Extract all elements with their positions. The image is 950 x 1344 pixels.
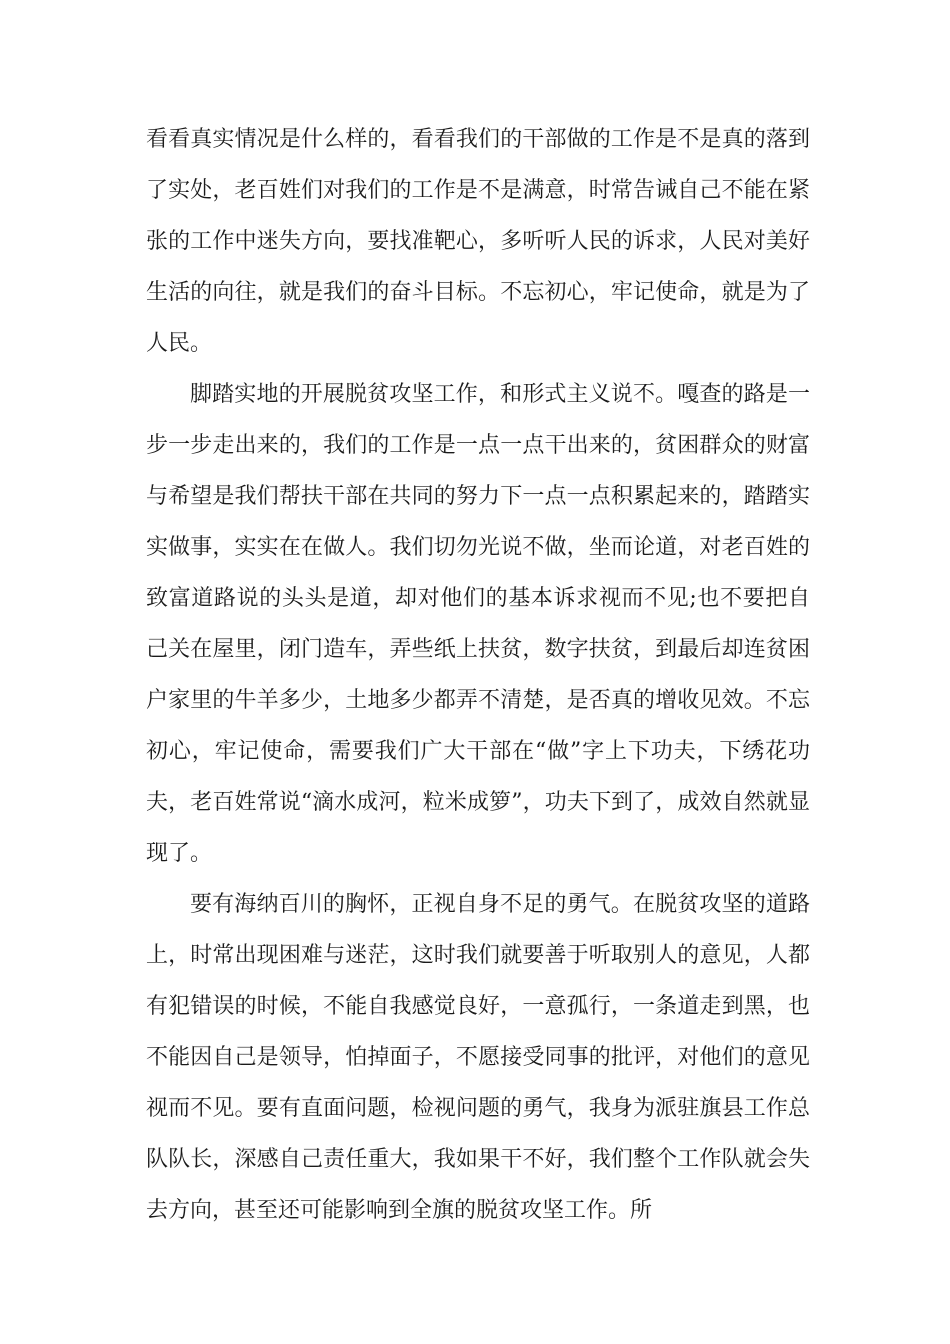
- document-body: [146, 114, 810, 1236]
- paragraph-open-mind: 要有海纳百川的胸怀，正视自身不足的勇气。在脱贫攻坚的道路上，时常出现困难与迷茫，这时我们就要善于听取别人的意见，人都有犯错误的时候，不能自我感觉良好，一意孤行，一条道走到黑，也不能因自己是领导，怕掉面子，不愿接受同事的批评，对他们的意见视而不见。要有直面问题，检视问题的勇气，我身为派驻旗县工作总队队长，深感自己责任重大，我如果干不好，我们整个工作队就会失去方向，甚至还可能影响到全旗的脱贫攻坚工作。所: [146, 892, 810, 1223]
- paragraph-down-to-earth: 脚踏实地的开展脱贫攻坚工作，和形式主义说不。嘎查的路是一步一步走出来的，我们的工作是一点一点干出来的，贫困群众的财富与希望是我们帮扶干部在共同的努力下一点一点积累起来的，踏踏实实做事，实实在在做人。我们切勿光说不做，坐而论道，对老百姓的致富道路说的头头是道，却对他们的基本诉求视而不见;也不要把自己关在屋里，闭门造车，弄些纸上扶贫，数字扶贫，到最后却连贫困户家里的牛羊多少，土地多少都弄不清楚，是否真的增收见效。不忘初心，牢记使命，需要我们广大干部在“做”字上下功夫，下绣花功夫，老百姓常说“滴水成河，粒米成箩”，功夫下到了，成效自然就显现了。: [146, 382, 810, 866]
- paragraph-continuation: 看看真实情况是什么样的，看看我们的干部做的工作是不是真的落到了实处，老百姓们对我们的工作是不是满意，时常告诫自己不能在紧张的工作中迷失方向，要找准靶心，多听听人民的诉求，人民对美好生活的向往，就是我们的奋斗目标。不忘初心，牢记使命，就是为了人民。: [146, 127, 810, 356]
